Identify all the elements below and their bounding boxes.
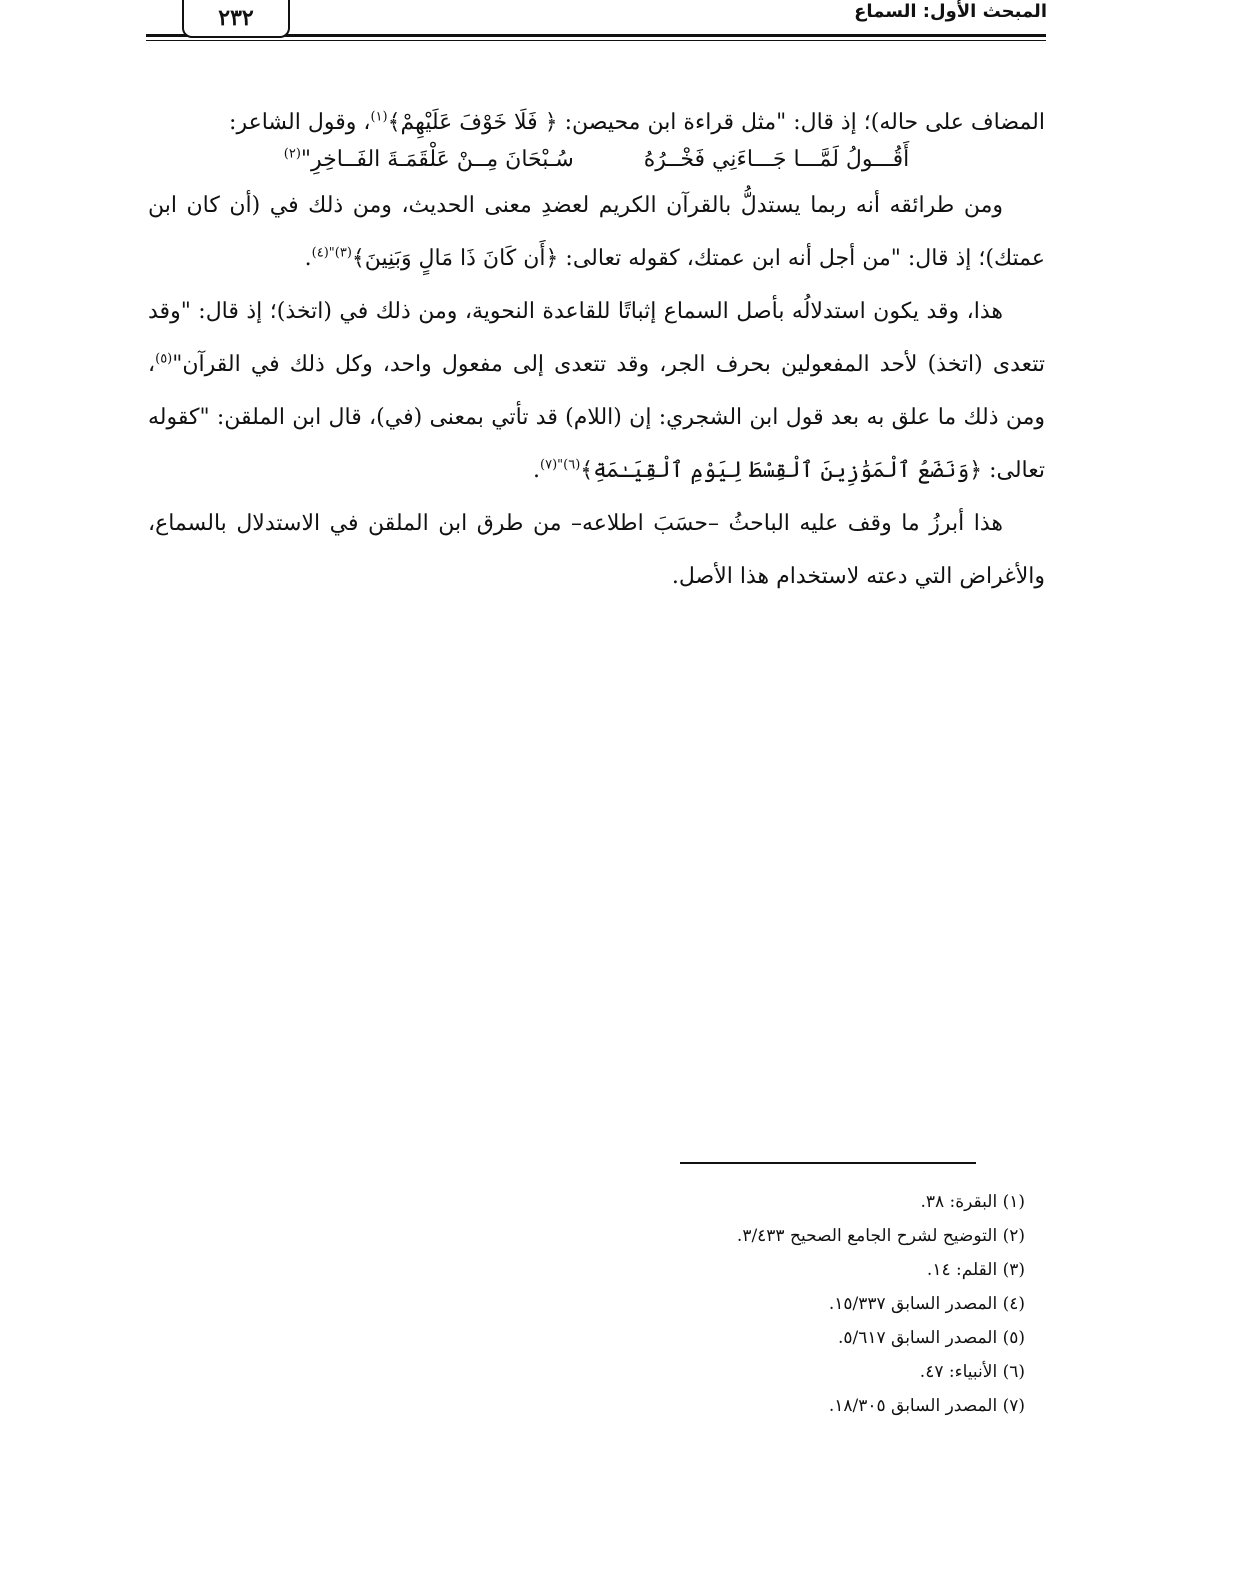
paragraph-3 — [148, 285, 1045, 497]
verse-first-hemistich: أَقُـــولُ لَمَّـــا جَـــاءَنِي فَخْــرُهُ — [643, 147, 910, 172]
footnotes — [600, 1185, 1025, 1423]
footnote-1: (١) البقرة: ٣٨. — [920, 1192, 1025, 1212]
paragraph-3-text-end: . — [533, 458, 541, 483]
paragraph-1-text-start: المضاف على حاله)؛ إذ قال: "مثل قراءة ابن محيصن: — [557, 110, 1045, 135]
footnote-5: (٥) المصدر السابق ٥/٦١٧. — [837, 1328, 1025, 1348]
footnote-2: (٢) التوضيح لشرح الجامع الصحيح ٣/٤٣٣. — [736, 1226, 1025, 1246]
paragraph-2-text-end: . — [304, 246, 312, 271]
page-header — [0, 0, 1240, 50]
quran-verse-1: ﴿ فَلَا خَوْفَ عَلَيْهِمْ﴾ — [387, 110, 558, 135]
footnote-4: (٤) المصدر السابق ١٥/٣٣٧. — [828, 1294, 1025, 1314]
footnote-ref-1: (١) — [370, 109, 388, 125]
footnote-ref-2: (٢) — [283, 146, 301, 162]
footnote-divider — [680, 1162, 976, 1164]
page-number: ٢٣٢ — [182, 0, 290, 38]
footnote-3: (٣) القلم: ١٤. — [926, 1260, 1025, 1280]
footnote-ref-6-7: (٦)"(٧) — [540, 457, 581, 473]
paragraph-2-text-start: ومن طرائقه أنه ربما يستدلُّ بالقرآن الكريم لعضدِ معنى الحديث، ومن ذلك في (أن كان ابن عمتك)؛ إذ قال: "من أجل أنه ابن عمتك، كقوله تعالى: — [148, 193, 1045, 271]
verse-second-hemistich — [284, 137, 574, 183]
quran-verse-2: ﴿أَن كَانَ ذَا مَالٍ وَبَنِينَ﴾ — [351, 246, 559, 271]
paragraph-4: هذا أبرزُ ما وقف عليه الباحثُ –حسَبَ اطلاعه– من طرق ابن الملقن في الاستدلال بالسماع، والأغراض التي دعته لاستخدام هذا الأصل. — [148, 511, 1045, 589]
paragraph-3-text-start: هذا، وقد يكون استدلالُه بأصل السماع إثباتًا للقاعدة النحوية، ومن ذلك في (اتخذ)؛ إذ قال: "وقد تتعدى (اتخذ) لأحد المفعولين بحرف الجر، وقد تتعدى إلى مفعول واحد، وكل ذلك في القرآن" — [148, 299, 1045, 377]
verse-second-hemistich-text: سُـبْحَانَ مِــنْ عَلْقَمَـةَ الفَــاخِرِ" — [300, 147, 574, 172]
footnote-ref-3-4: (٣)"(٤) — [311, 245, 352, 261]
paragraph-3-text-middle: ، ومن ذلك ما علق به بعد قول ابن الشجري: إن (اللام) قد تأتي بمعنى (في)، قال ابن الملقن: "كقوله تعالى: — [148, 352, 1045, 483]
paragraph-1 — [148, 96, 1045, 149]
header-rule-thin — [146, 40, 1046, 41]
footnote-ref-5: (٥) — [155, 351, 173, 367]
paragraph-1-text-end: ، وقول الشاعر: — [229, 110, 371, 135]
footnote-7: (٧) المصدر السابق ١٨/٣٠٥. — [828, 1396, 1025, 1416]
footnote-6: (٦) الأنبياء: ٤٧. — [919, 1362, 1025, 1382]
main-text — [148, 96, 1045, 603]
paragraph-2 — [148, 179, 1045, 285]
quran-verse-3: ﴿وَنَضَعُ ٱلْمَوَٰزِينَ ٱلْقِسْطَ لِيَوْمِ ٱلْقِيَـٰمَةِ﴾ — [580, 458, 983, 483]
running-head: المبحث الأول: السماع — [854, 1, 1047, 22]
